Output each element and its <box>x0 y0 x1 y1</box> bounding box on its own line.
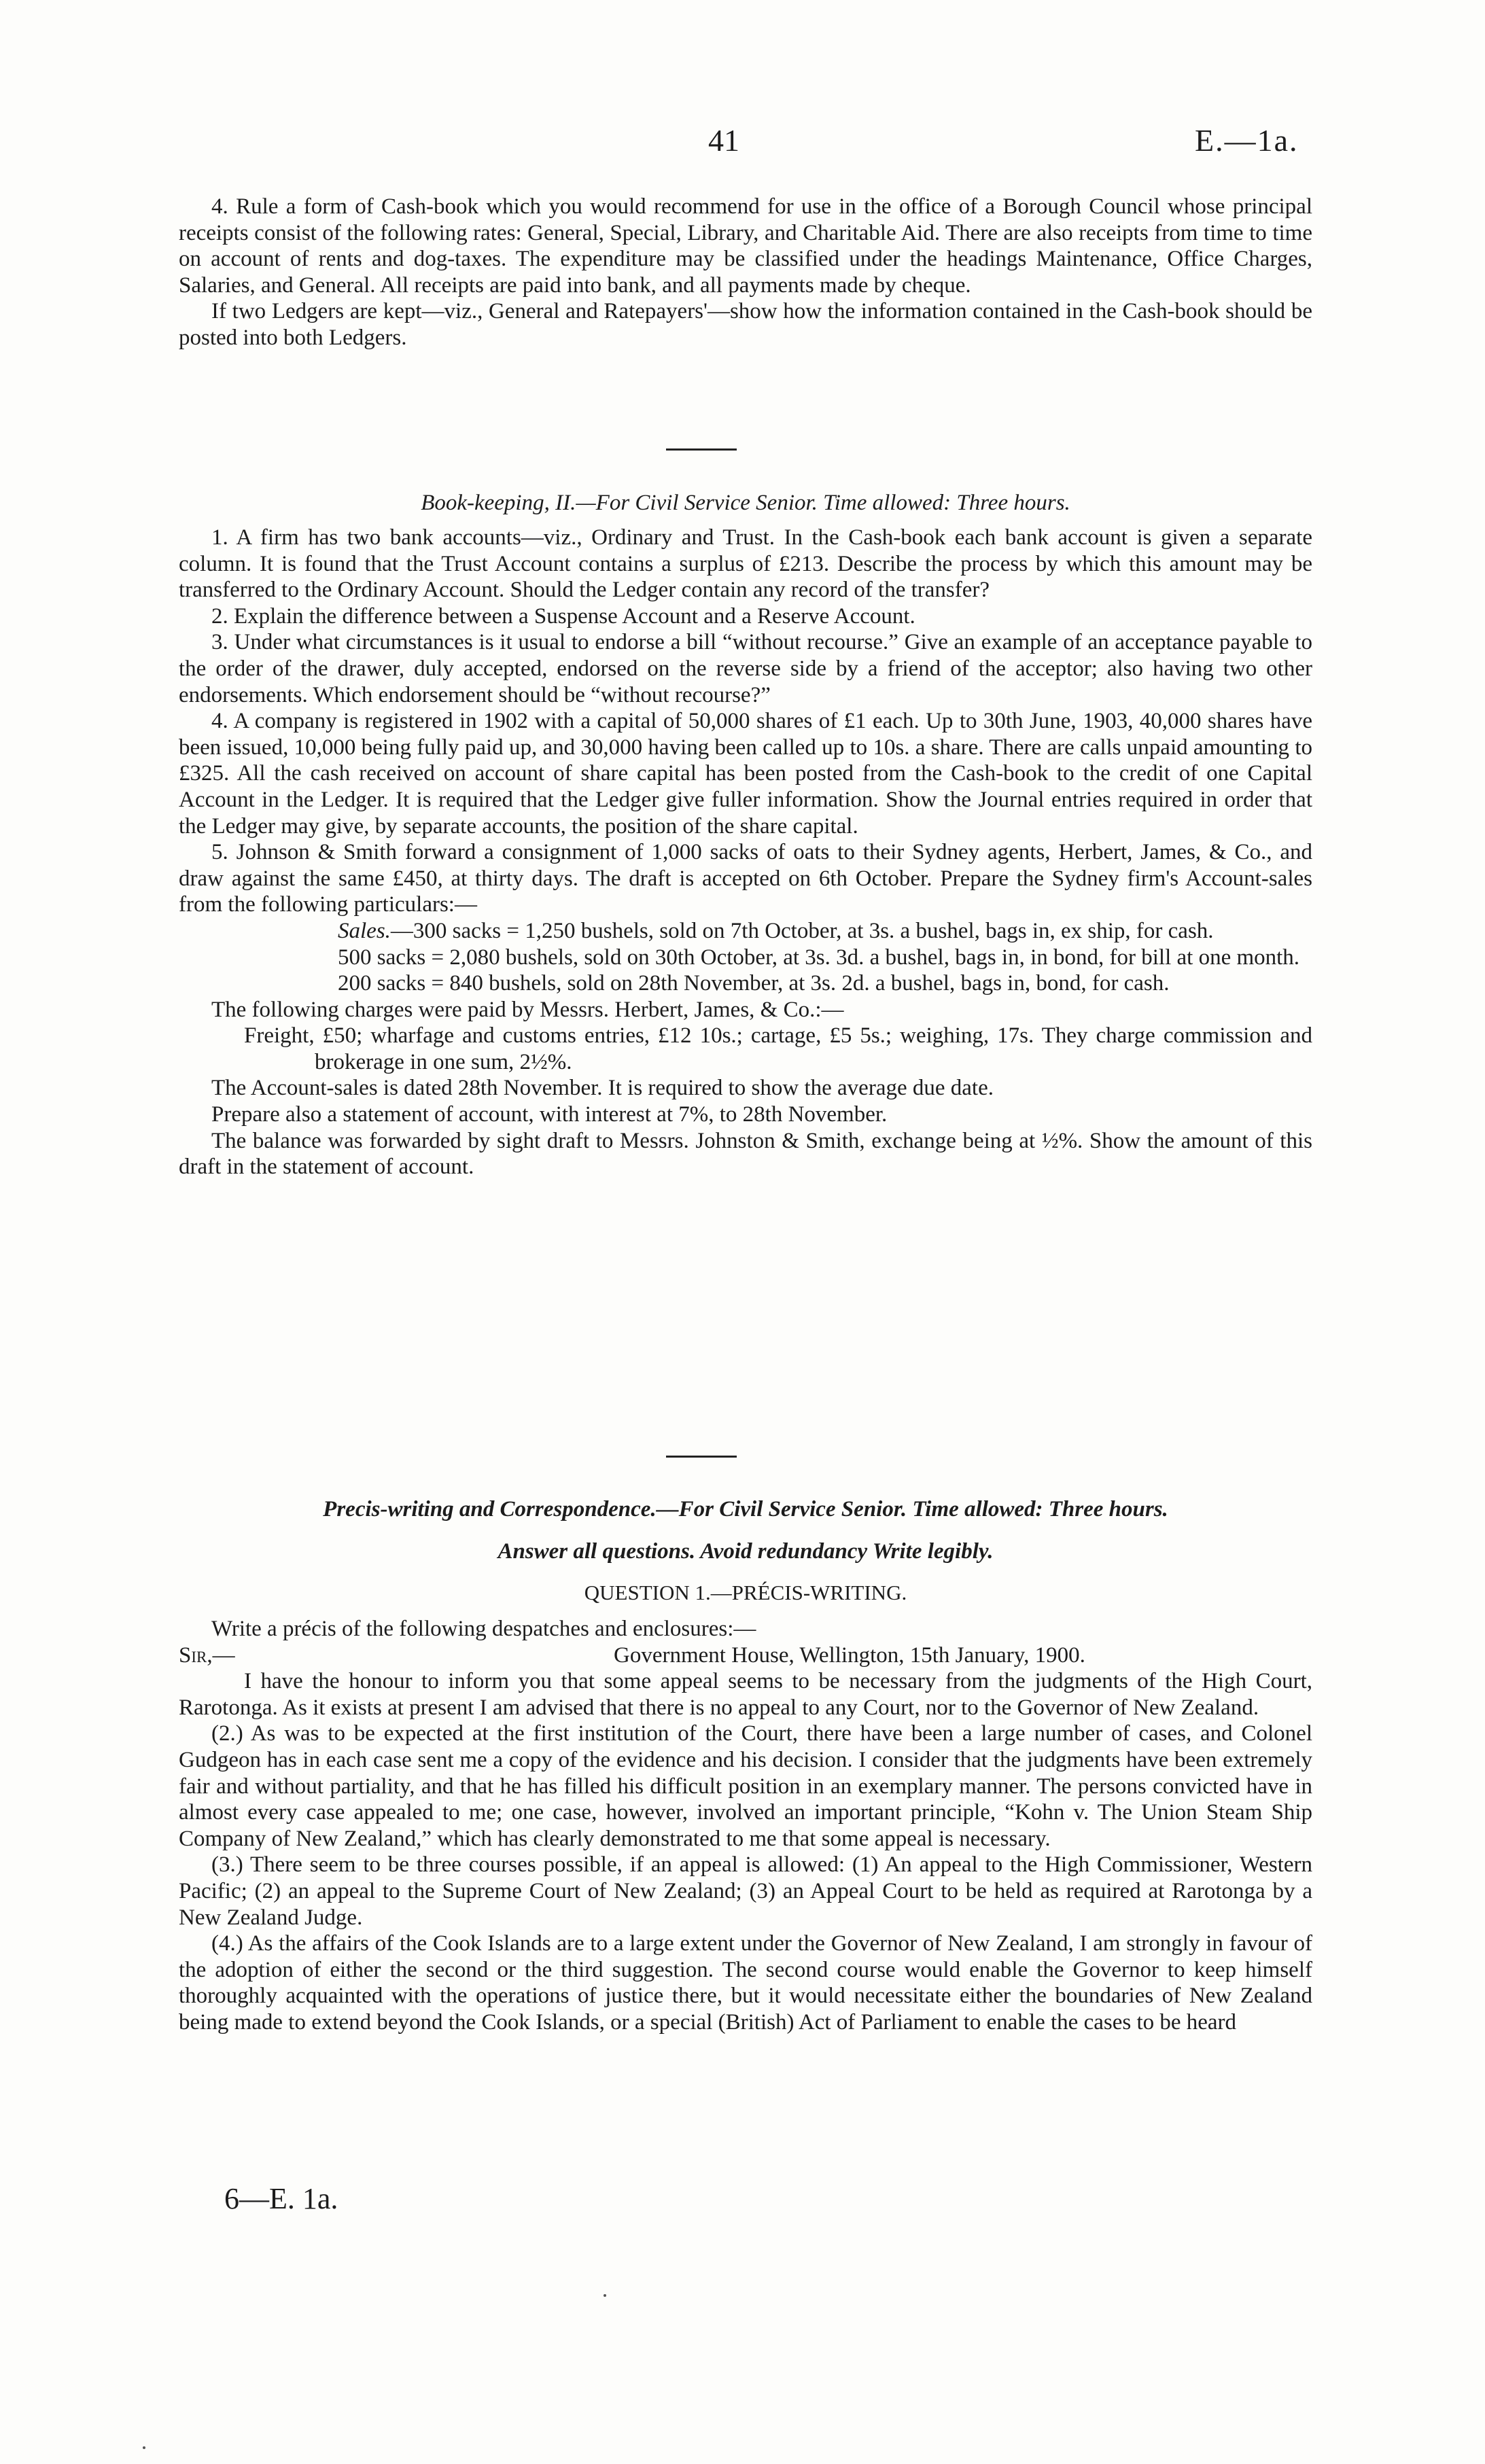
bookkeeping-heading: Book-keeping, II.—For Civil Service Senior. Time allowed: Three hours. <box>421 491 1070 515</box>
letter-paragraph-3: (3.) There seem to be three courses possible, if an appeal is allowed: (1) An appeal to the High Commissioner, Western Pacific; (2) an appeal to the Supreme Court of New Zealand; (3) an Appeal Court to be held as required at Rarotonga by a New Zealand Judge. <box>179 1852 1312 1930</box>
letter-paragraph-2: (2.) As was to be expected at the first institution of the Court, there have been a large number of cases, and Colonel Gudgeon has in each case sent me a copy of the evidence and his decision. I consider that the judgments have been extremely fair and without partiality, and that he has filled his difficult position in an exemplary manner. The persons convicted have in almost every case appealed to me; one case, however, involved an important principle, “Kohn v. The Union Steam Ship Company of New Zealand,” which has clearly demonstrated to me that some appeal is necessary. <box>179 1721 1312 1851</box>
sales-label: Sales. <box>338 918 391 943</box>
salutation: Sir,— <box>179 1642 235 1668</box>
specks <box>143 2446 145 2449</box>
bookkeeping-q3: 3. Under what circumstances is it usual to endorse a bill “without recourse.” Give an example of an acceptance payable to the order of the drawer, duly accepted, endorsed on the reverse side by a friend of the acceptor; also having two other endorsements. Which endorsement should be “without recourse?” <box>179 630 1312 707</box>
charges-text: Freight, £50; wharfage and customs entries, £12 10s.; cartage, £5 5s.; weighing, 17s. They charge commission and brokerage in one sum, 2½%. <box>244 1023 1312 1074</box>
precis-text <box>179 1616 1312 2036</box>
specks <box>604 2294 606 2297</box>
charges-list <box>179 1023 1312 1075</box>
letter-paragraph-1: I have the honour to inform you that some appeal seems to be necessary from the judgments of the High Court, Rarotonga. As it exists at present I am advised that there is no appeal to any Court, nor to the Governor of New Zealand. <box>179 1669 1312 1720</box>
page-number: 41 <box>708 123 739 158</box>
sales-list <box>179 918 1312 997</box>
sale-item-2: 500 sacks = 2,080 bushels, sold on 30th October, at 3s. 3d. a bushel, bags in, in bond, for bill at one month. <box>338 945 1300 970</box>
bookkeeping-q2: 2. Explain the difference between a Suspense Account and a Reserve Account. <box>211 603 915 629</box>
document-reference: E.—1a. <box>1195 123 1299 158</box>
account-sales-date: The Account-sales is dated 28th November. It is required to show the average due date. <box>211 1076 994 1101</box>
precis-heading: Precis-writing and Correspondence.—For Civil Service Senior. Time allowed: Three hours. <box>323 1497 1168 1521</box>
charges-intro: The following charges were paid by Messrs. Herbert, James, & Co.:— <box>211 997 844 1022</box>
bookkeeping-q5: 5. Johnson & Smith forward a consignment of 1,000 sacks of oats to their Sydney agents, Herbert, James, & Co., and draw against the same £450, at thirty days. The draft is accepted on 6th October. Prepare the Sydney firm's Account-sales from the following particulars:— <box>179 840 1312 917</box>
bookkeeping-q4: 4. A company is registered in 1902 with a capital of 50,000 shares of £1 each. Up to 30th June, 1903, 40,000 shares have been issued, 10,000 being fully paid up, and 30,000 having been called up to 10s. a share. There are calls unpaid amounting to £325. All the cash received on account of share capital has been posted from the Cash-book to the credit of one Capital Account in the Ledger. It is required that the Ledger give fuller information. Show the Journal entries required in order that the Ledger may give, by separate accounts, the position of the share capital. <box>179 709 1312 839</box>
precis-subheading: Answer all questions. Avoid redundancy Write legibly. <box>497 1539 994 1564</box>
letter-paragraph-4: (4.) As the affairs of the Cook Islands are to a large extent under the Governor of New Zealand, I am strongly in favour of the adoption of either the second or the third suggestion. The second course would enable the Governor to keep himself thoroughly acquainted with the operations of justice there, but it would necessitate either the boundaries of New Zealand being made to extend beyond the Cook Islands, or a special (British) Act of Parliament to enable the cases to be heard <box>179 1931 1312 2035</box>
balance-draft: The balance was forwarded by sight draft to Messrs. Johnston & Smith, exchange being at ½%. Show the amount of this draft in the statement of account. <box>179 1128 1312 1180</box>
question-1-title: QUESTION 1.—PRÉCIS-WRITING. <box>584 1581 907 1604</box>
precis-instruction: Write a précis of the following despatches and enclosures:— <box>211 1617 756 1641</box>
letter-header <box>179 1642 1312 1669</box>
question-4-cash-book <box>179 194 1312 351</box>
sale-item-3: 200 sacks = 840 bushels, sold on 28th November, at 3s. 2d. a bushel, bags in, bond, for cash. <box>338 971 1170 996</box>
section-divider <box>666 448 737 451</box>
question-4-ledgers: If two Ledgers are kept—viz., General and Ratepayers'—show how the information contained in the Cash-book should be posted into both Ledgers. <box>179 299 1312 350</box>
letter-address: Government House, Wellington, 15th January, 1900. <box>614 1642 1085 1668</box>
bookkeeping-q1: 1. A firm has two bank accounts—viz., Ordinary and Trust. In the Cash-book each bank account is given a separate column. It is found that the Trust Account contains a surplus of £213. Describe the process by which this amount may be transferred to the Ordinary Account. Should the Ledger contain any record of the transfer? <box>179 525 1312 603</box>
statement-of-account: Prepare also a statement of account, with interest at 7%, to 28th November. <box>211 1102 888 1127</box>
signature-mark: 6—E. 1a. <box>224 2182 338 2215</box>
sale-item <box>244 918 1312 945</box>
sale-item-1: —300 sacks = 1,250 bushels, sold on 7th October, at 3s. a bushel, bags in, ex ship, for cash. <box>390 918 1214 943</box>
section-divider <box>666 1456 737 1458</box>
question-4-text: 4. Rule a form of Cash-book which you would recommend for use in the office of a Borough Council whose principal receipts consist of the following rates: General, Special, Library, and Charitable Aid. There are also receipts from time to time on account of rents and dog-taxes. The expenditure may be classified under the headings Maintenance, Office Charges, Salaries, and General. All receipts are paid into bank, and all payments made by cheque. <box>179 194 1312 298</box>
bookkeeping-questions <box>179 525 1312 1180</box>
